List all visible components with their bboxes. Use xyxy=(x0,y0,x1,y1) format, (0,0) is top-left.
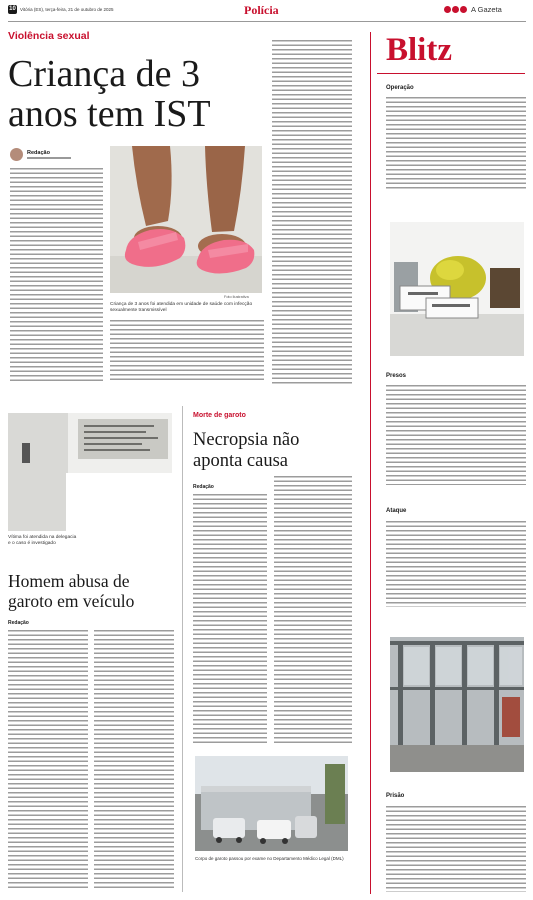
main-photo-credit: Foto ilustrativa xyxy=(224,295,249,299)
column-divider xyxy=(182,406,183,892)
blitz-item-title: Presos xyxy=(386,373,407,379)
blitz-title: Blitz xyxy=(386,32,452,68)
page-number: 10 xyxy=(9,6,16,12)
main-kicker: Violência sexual xyxy=(8,30,90,42)
main-byline: Redação xyxy=(27,150,50,156)
blitz-photo-2 xyxy=(390,637,524,772)
story-three-byline: Redação xyxy=(193,484,214,490)
page-number-badge xyxy=(8,5,17,14)
main-headline: Criança de 3 anos tem IST xyxy=(8,53,211,135)
story-three-body-col1 xyxy=(193,494,267,746)
blitz-title-rule xyxy=(377,73,525,74)
story-two-caption-2: e o caso é investigado xyxy=(8,541,56,546)
byline-subtext xyxy=(27,157,71,159)
blitz-photo-1 xyxy=(390,222,524,356)
blitz-item-body xyxy=(386,385,526,485)
story-two-body-col2 xyxy=(94,630,174,888)
main-body-col2 xyxy=(110,320,264,382)
blitz-item-title: Prisão xyxy=(386,793,405,799)
story-two-byline: Redação xyxy=(8,620,29,626)
blitz-item-title: Operação xyxy=(386,85,414,91)
seized-drugs-illustration xyxy=(390,222,524,356)
section-label: Polícia xyxy=(244,3,279,17)
blitz-item-body xyxy=(386,521,526,607)
story-two-photo xyxy=(8,413,172,531)
story-three-caption: Corpo de garoto passou por exame no Departamento Médico Legal (DML) xyxy=(195,856,344,861)
story-three-kicker: Morte de garoto xyxy=(193,412,246,419)
blitz-item-body xyxy=(386,806,526,892)
brand-dots-icon xyxy=(444,6,468,14)
story-three-photo xyxy=(195,756,348,851)
sandals-illustration xyxy=(110,146,262,293)
blitz-column-border xyxy=(370,32,371,894)
brand-logo: A Gazeta xyxy=(471,5,502,14)
main-photo-caption: Criança de 3 anos foi atendida em unidade de saúde com infecção sexualmente transmissível xyxy=(110,302,253,313)
byline-avatar xyxy=(10,148,23,161)
story-two-caption-1: Vítima foi atendida na delegacia xyxy=(8,535,77,540)
story-three-headline: Necropsia não aponta causa xyxy=(193,430,300,471)
blitz-item-body xyxy=(386,97,526,189)
header-rule xyxy=(8,21,526,22)
main-body-col1 xyxy=(10,168,103,383)
main-body-col3 xyxy=(272,40,352,385)
storefront-glass-illustration xyxy=(390,637,524,772)
building-sign-illustration xyxy=(8,413,172,531)
story-two-body-col1 xyxy=(8,630,88,888)
main-photo xyxy=(110,146,262,293)
story-two-headline: Homem abusa de garoto em veículo xyxy=(8,571,135,611)
page-header xyxy=(0,0,533,22)
story-three-body-col2 xyxy=(274,476,352,746)
building-cars-illustration xyxy=(195,756,348,851)
blitz-item-title: Ataque xyxy=(386,508,407,514)
date-line: Vitória (ES), terça-feira, 21 de outubro de 2025 xyxy=(20,7,114,12)
